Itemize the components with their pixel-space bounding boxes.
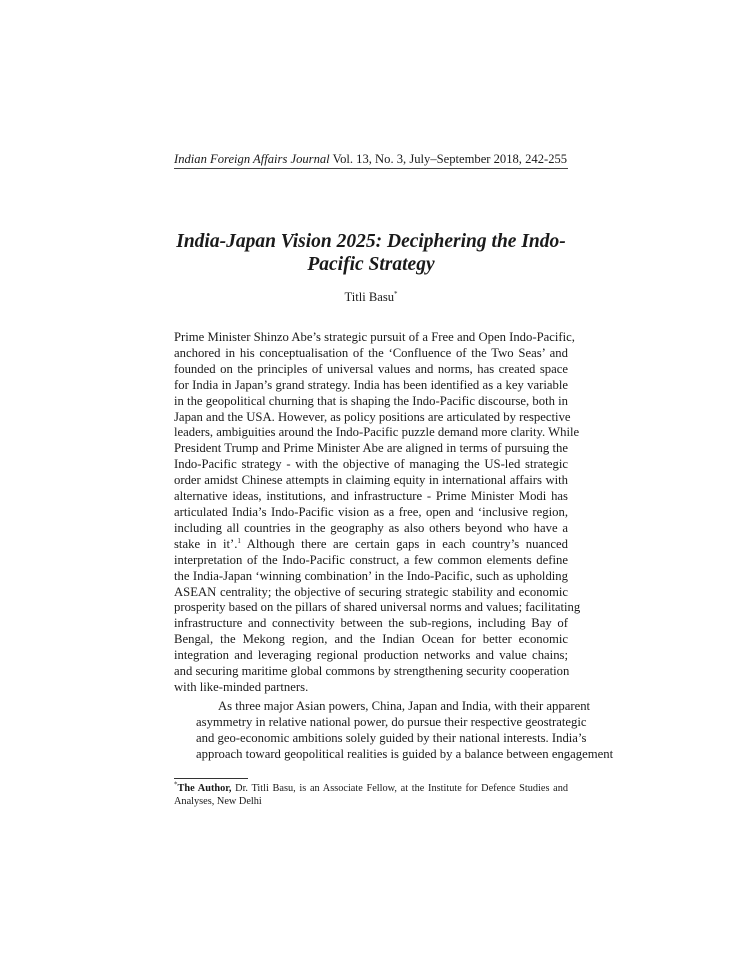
text-line: founded on the principles of universal values and norms, has created space xyxy=(174,361,568,376)
author-byline xyxy=(174,289,568,305)
text-line: and geo-economic ambitions solely guided by their national interests. India’s xyxy=(196,730,587,745)
footnote-text: Dr. Titli Basu, is an Associate Fellow, at the Institute for Defence Studies and Analyses, New Delhi xyxy=(174,783,568,807)
title-line-1: India-Japan Vision 2025: Deciphering the Indo- xyxy=(176,231,566,252)
article-title xyxy=(174,230,568,276)
text-fragment: stake in it’. xyxy=(174,536,238,551)
article-body xyxy=(174,330,614,762)
footnote-mark: * xyxy=(174,780,178,789)
text-line: infrastructure and connectivity between the sub-regions, including Bay of xyxy=(174,616,568,631)
title-line-2: Pacific Strategy xyxy=(307,254,435,275)
text-line: leaders, ambiguities around the Indo-Pacific puzzle demand more clarity. While xyxy=(174,425,580,440)
text-line: for India in Japan’s grand strategy. India has been identified as a key variable xyxy=(174,377,568,392)
text-line: anchored in his conceptualisation of the ‘Confluence of the Two Seas’ and xyxy=(174,345,568,360)
paragraph-2 xyxy=(174,698,614,763)
running-head xyxy=(174,151,568,167)
text-line-with-footnote-ref xyxy=(174,537,568,553)
text-line: the India-Japan ‘winning combination’ in the Indo-Pacific, such as upholding xyxy=(174,568,568,583)
text-line: approach toward geopolitical realities is guided by a balance between engagement xyxy=(196,746,614,761)
text-line: Japan and the USA. However, as policy positions are articulated by respective xyxy=(174,409,571,424)
text-line: including all countries in the geography as also others beyond who have a xyxy=(174,520,568,535)
journal-citation: Vol. 13, No. 3, July–September 2018, 242-255 xyxy=(332,152,568,166)
text-line: articulated India’s Indo-Pacific vision as a free, open and ‘inclusive region, xyxy=(174,504,568,519)
text-line: alternative ideas, institutions, and infrastructure - Prime Minister Modi has xyxy=(174,489,568,504)
text-line: integration and leveraging regional production networks and value chains; xyxy=(174,648,568,663)
text-fragment: Although there are certain gaps in each country’s nuanced xyxy=(240,536,568,551)
text-line: and securing maritime global commons by strengthening security cooperation xyxy=(174,664,570,679)
footnote-reference-1[interactable]: 1 xyxy=(237,536,241,545)
journal-name: Indian Foreign Affairs Journal xyxy=(174,152,330,166)
text-line: As three major Asian powers, China, Japan and India, with their apparent xyxy=(218,698,591,713)
author-name: Titli Basu xyxy=(344,290,395,304)
text-line: with like-minded partners. xyxy=(174,679,309,694)
author-footnote-mark: * xyxy=(394,289,398,298)
text-line: Bengal, the Mekong region, and the Indian Ocean for better economic xyxy=(174,632,568,647)
footnote-rule xyxy=(174,778,248,779)
text-line: Indo-Pacific strategy - with the objective of managing the US-led strategic xyxy=(174,457,568,472)
footnote-label: The Author, xyxy=(177,783,232,794)
text-line: asymmetry in relative national power, do pursue their respective geostrategic xyxy=(196,714,587,729)
text-line: ASEAN centrality; the objective of securing strategic stability and economic xyxy=(174,584,568,599)
text-line: interpretation of the Indo-Pacific construct, a few common elements define xyxy=(174,552,568,567)
text-line: Prime Minister Shinzo Abe’s strategic pursuit of a Free and Open Indo-Pacific, xyxy=(174,330,575,344)
text-line: prosperity based on the pillars of shared universal norms and values; facilitating xyxy=(174,600,581,615)
paragraph-1 xyxy=(174,330,581,696)
header-rule xyxy=(174,168,568,169)
text-line: order amidst Chinese attempts in claiming equity in international affairs with xyxy=(174,473,568,488)
text-line: President Trump and Prime Minister Abe are aligned in terms of pursuing the xyxy=(174,441,568,456)
text-line: in the geopolitical churning that is shaping the Indo-Pacific discourse, both in xyxy=(174,393,568,408)
author-footnote xyxy=(174,782,568,808)
